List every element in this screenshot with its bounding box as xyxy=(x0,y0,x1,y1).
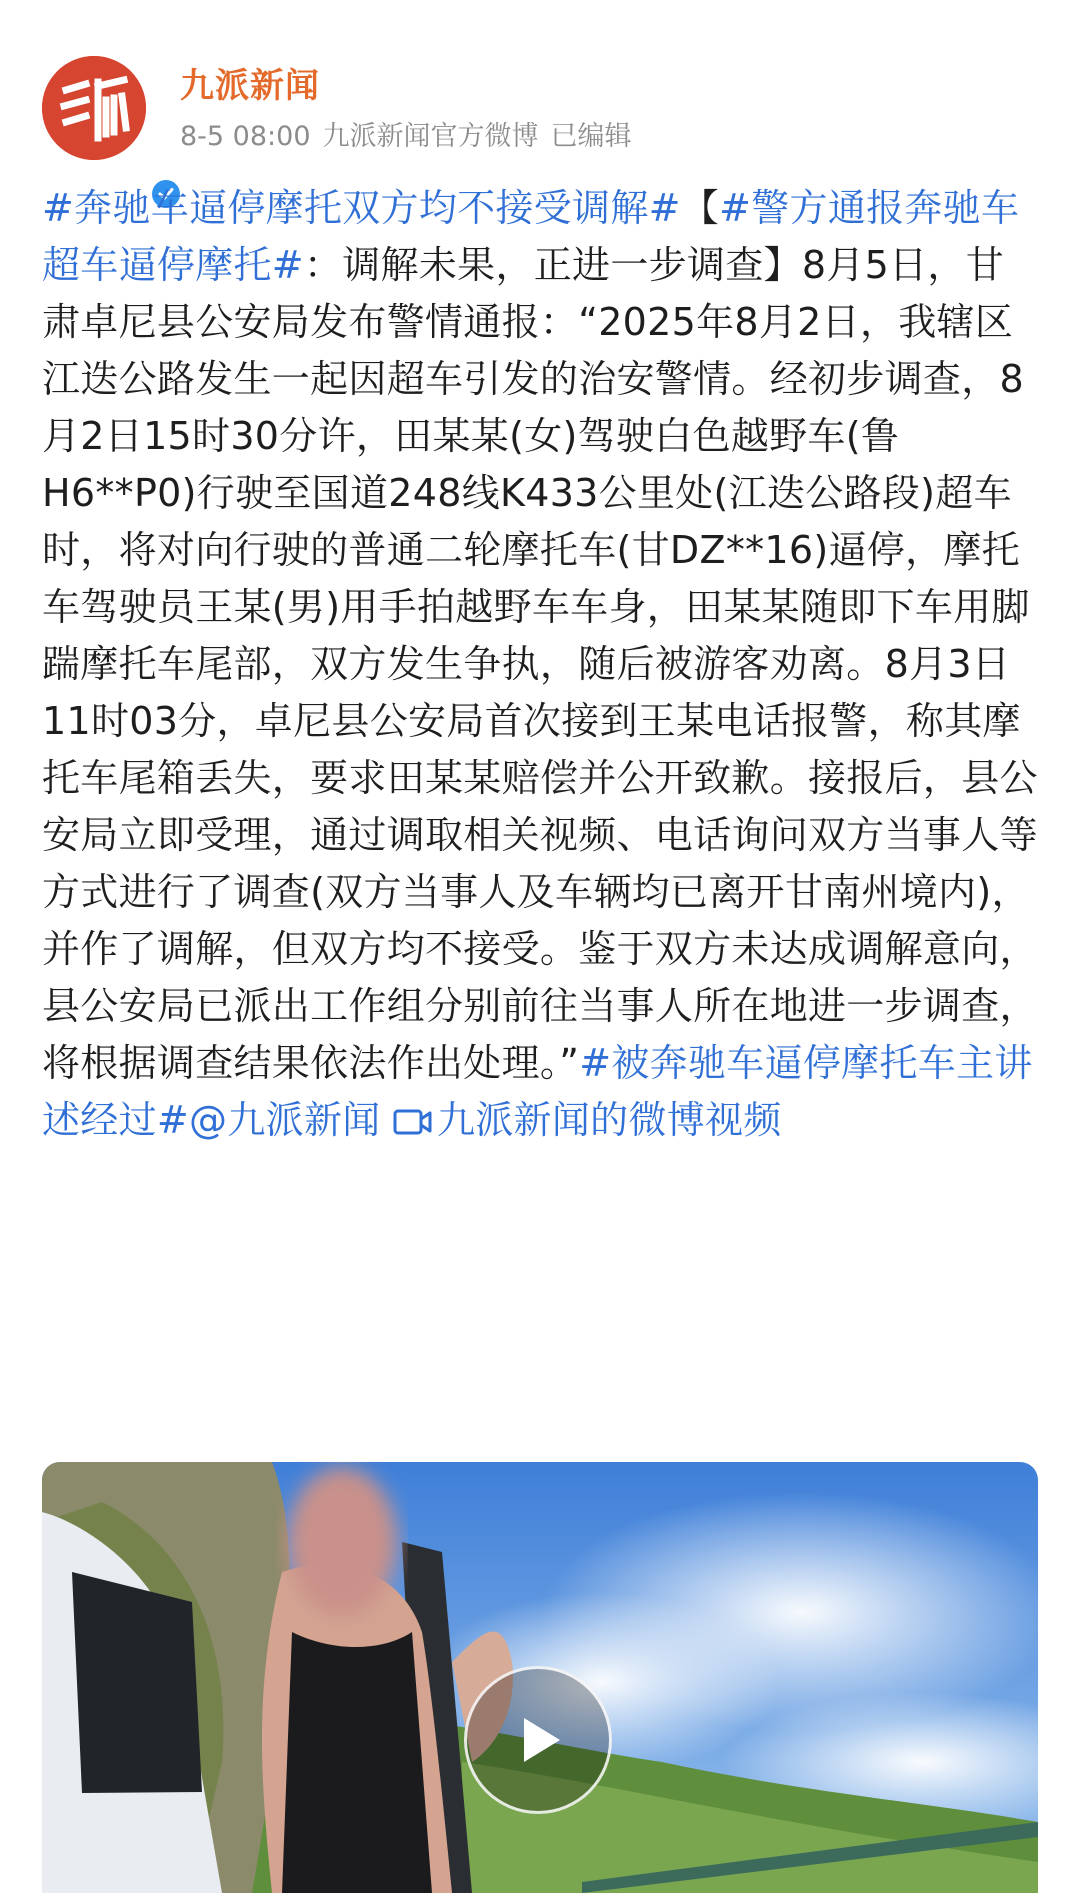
hashtag-link[interactable]: #警方通报奔驰车超车逼停摩托# xyxy=(42,186,1020,287)
play-button[interactable] xyxy=(464,1666,612,1814)
bracket-open: 【 xyxy=(680,186,720,230)
mention-link[interactable]: @九派新闻 xyxy=(189,1098,381,1142)
video-player[interactable] xyxy=(42,1462,1038,1893)
post-header xyxy=(0,0,1080,170)
post-time: 8-5 08:00 xyxy=(180,121,311,152)
hashtag-link[interactable]: #奔驰车逼停摩托双方均不接受调解# xyxy=(42,186,681,230)
post-source[interactable]: 九派新闻官方微博 xyxy=(322,121,539,152)
post-body: ：调解未果，正进一步调查】8月5日，甘肃卓尼县公安局发布警情通报：“2025年8月2日，我辖区江迭公路发生一起因超车引发的治安警情。经初步调查，8月2日15时30分许，田某某(女)驾驶白色越野车(鲁H6**P0)行驶至国道248线K433公里处(江迭公路段)超车时，将对向行驶的普通二轮摩托车(甘DZ**16)逼停，摩托车驾驶员王某(男)用手拍越野车车身，田某某随即下车用脚踹摩托车尾部，双方发生争执，随后被游客劝离。8月3日11时03分，卓尼县公安局首次接到王某电话报警，称其摩托车尾箱丢失，要求田某某赔偿并公开致歉。接报后，县公安局立即受理，通过调取相关视频、电话询问双方当事人等方式进行了调查(双方当事人及车辆均已离开甘南州境内)，并作了调解，但双方均不接受。鉴于双方未达成调解意向，县公安局已派出工作组分别前往当事人所在地进一步调查，将根据调查结果依法作出处理。” xyxy=(42,243,1038,1085)
video-link[interactable] xyxy=(393,1098,782,1142)
video-link-label: 九派新闻的微博视频 xyxy=(436,1098,782,1142)
hashtag-link[interactable]: #被奔驰车逼停摩托车主讲述经过# xyxy=(42,1041,1033,1142)
edited-label: 已编辑 xyxy=(550,121,632,152)
jiupai-logo-icon xyxy=(42,56,146,160)
avatar[interactable] xyxy=(42,56,146,160)
play-icon xyxy=(510,1710,566,1770)
author-name[interactable]: 九派新闻 xyxy=(180,66,320,106)
video-camera-icon xyxy=(393,1107,433,1137)
post-meta xyxy=(180,114,644,153)
post-text xyxy=(42,180,1042,1149)
